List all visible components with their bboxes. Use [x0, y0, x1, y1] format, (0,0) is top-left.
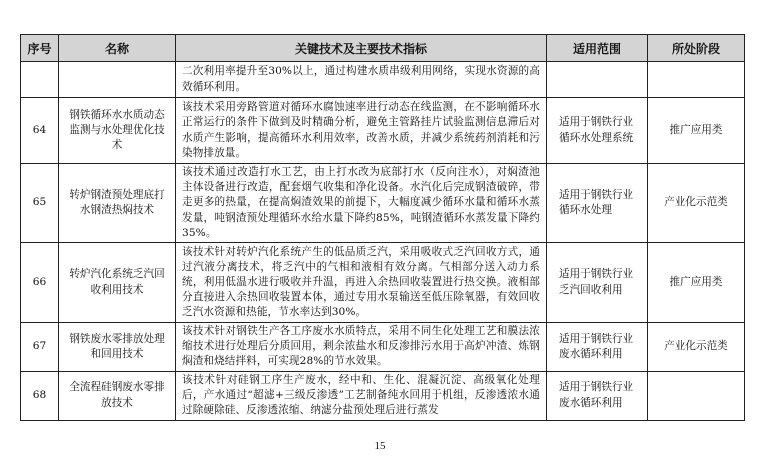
- cell-name: 钢铁循环水水质动态监测与水处理优化技术: [59, 98, 176, 164]
- cell-name: 转炉汽化系统乏汽回收利用技术: [59, 243, 176, 323]
- table-row-continuation: [21, 62, 745, 98]
- cell-stage: [648, 62, 745, 98]
- cell-tech: 该技术通过改造打水工艺，由上打水改为底部打水（反向注水），对焖渣池主体设备进行改造，配套烟气收集和净化设备。水汽化后完成钢渣破碎，带走更多的热量，在提高焖渣效果的前提下，大幅度减少循环水量和循环水蒸发量，吨钢渣预处理循环水给水量下降约85%，吨钢渣循环水蒸发量下降约35%。: [176, 164, 547, 243]
- page-number: 15: [374, 440, 386, 452]
- header-stage: 所处阶段: [648, 35, 745, 62]
- cell-scope: 适用于钢铁行业循环水处理系统: [547, 98, 648, 164]
- cell-no: 64: [21, 98, 59, 164]
- cell-scope: 适用于钢铁行业循环水处理: [547, 164, 648, 243]
- cell-no: 66: [21, 243, 59, 323]
- header-tech: 关键技术及主要技术指标: [176, 35, 547, 62]
- cell-name: 全流程硅钢废水零排放技术: [59, 371, 176, 420]
- cell-no: 68: [21, 371, 59, 420]
- header-name: 名称: [59, 35, 176, 62]
- cell-stage: 推广应用类: [648, 243, 745, 323]
- cell-name: [59, 62, 176, 98]
- cell-tech: 二次利用率提升至30%以上，通过构建水质串级利用网络，实现水资源的高效循环利用。: [176, 62, 547, 98]
- cell-no: 67: [21, 323, 59, 372]
- cell-name: 转炉钢渣预处理底打水钢渣热焖技术: [59, 164, 176, 243]
- cell-tech: 该技术针对硅钢工序生产废水，经中和、生化、混凝沉淀、高级氧化处理后，产水通过“超滤+三级反渗透”工艺制备纯水回用于机组，反渗透浓水通过除硬除硅、反渗透浓缩、纳滤分盐预处理后进行蒸发: [176, 371, 547, 420]
- table-row: [21, 323, 745, 372]
- technology-table: [20, 34, 745, 421]
- header-scope: 适用范围: [547, 35, 648, 62]
- table-row: [21, 164, 745, 243]
- table-row: [21, 371, 745, 420]
- cell-name: 钢铁废水零排放处理和回用技术: [59, 323, 176, 372]
- table-row: [21, 98, 745, 164]
- cell-scope: 适用于钢铁行业废水循环利用: [547, 323, 648, 372]
- cell-scope: 适用于钢铁行业乏汽回收利用: [547, 243, 648, 323]
- cell-no: 65: [21, 164, 59, 243]
- cell-scope: 适用于钢铁行业废水循环利用: [547, 371, 648, 420]
- cell-stage: 产业化示范类: [648, 164, 745, 243]
- cell-no: [21, 62, 59, 98]
- cell-stage: 产业化示范类: [648, 323, 745, 372]
- table-header-row: [21, 35, 745, 62]
- header-no: 序号: [21, 35, 59, 62]
- cell-tech: 该技术采用旁路管道对循环水腐蚀速率进行动态在线监测，在不影响循环水正常运行的条件下做到及时精确分析，避免主管路挂片试验监测信息滞后对水质产生影响，提高循环水利用效率，改善水质，并减少系统药剂消耗和污染物排放量。: [176, 98, 547, 164]
- cell-scope: [547, 62, 648, 98]
- cell-tech: 该技术针对转炉汽化系统产生的低品质乏汽，采用吸收式乏汽回收方式，通过汽液分离技术，将乏汽中的气相和液相有效分离。气相部分送入动力系统，利用低温水进行吸收并升温，再进入余热回收装置进行热交换。液相部分直接进入余热回收装置本体，通过专用水泵输送至低压除氧器，有效回收乏汽水资源和热能，节水率达到30%。: [176, 243, 547, 323]
- table-row: [21, 243, 745, 323]
- cell-tech: 该技术针对钢铁生产各工序废水水质特点，采用不同生化处理工艺和膜法浓缩技术进行处理后分质回用，剩余浓盐水和反渗排污水用于高炉冲渣、炼钢焖渣和烧结拌料，可实现28%的节水效果。: [176, 323, 547, 372]
- cell-stage: 推广应用类: [648, 98, 745, 164]
- cell-stage: [648, 371, 745, 420]
